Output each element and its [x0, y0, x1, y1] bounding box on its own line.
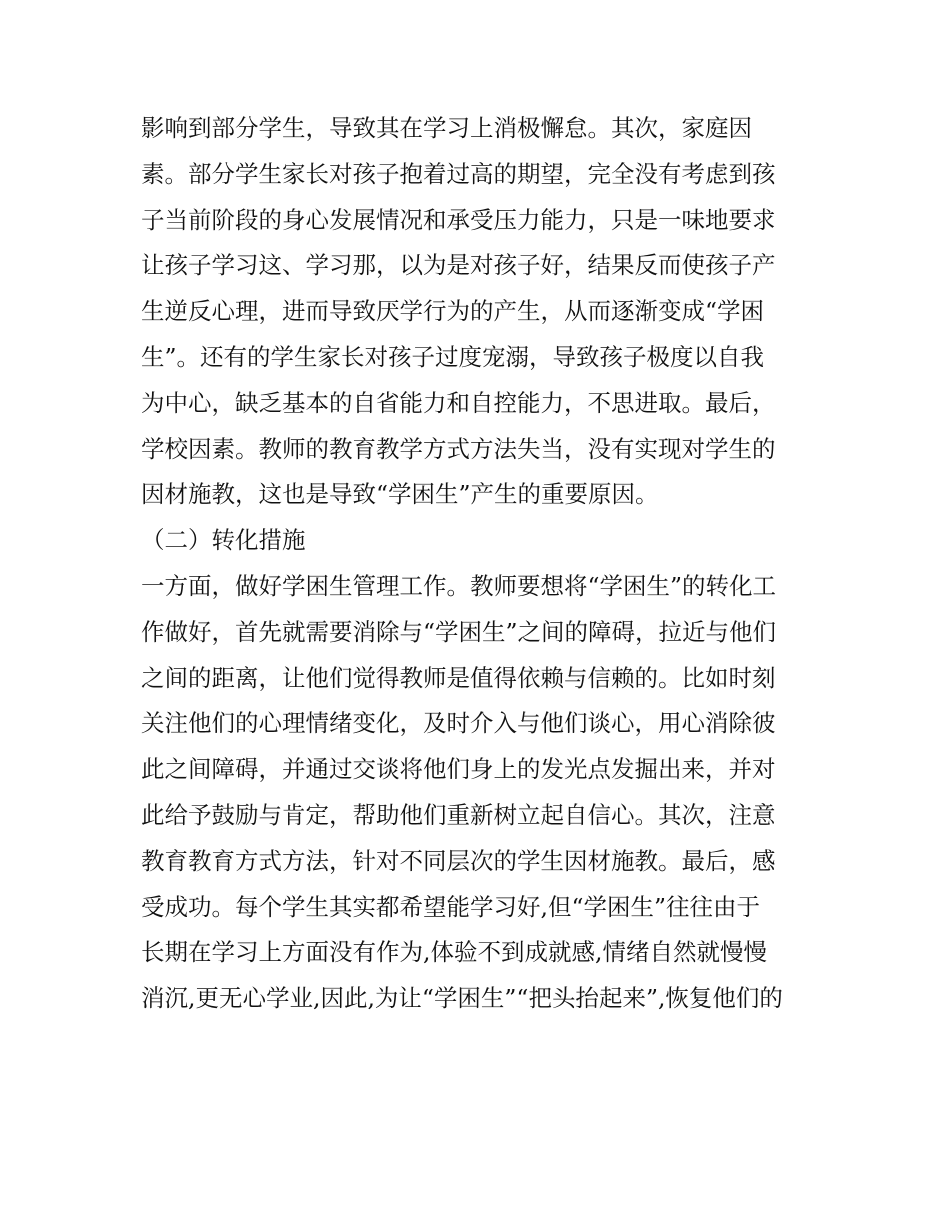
- text-line: 生”。还有的学生家长对孩子过度宠溺，导致孩子极度以自我: [141, 342, 765, 371]
- text-line: 之间的距离，让他们觉得教师是值得依赖与信赖的。比如时刻: [141, 663, 776, 692]
- text-line: 受成功。每个学生其实都希望能学习好,但“学困生”往往由于: [141, 892, 760, 921]
- text-line: 为中心，缺乏基本的自省能力和自控能力，不思进取。最后，: [141, 388, 776, 417]
- text-line: 此给予鼓励与肯定，帮助他们重新树立起自信心。其次，注意: [141, 800, 776, 829]
- text-line: 影响到部分学生，导致其在学习上消极懈怠。其次，家庭因: [141, 114, 752, 142]
- text-line: 子当前阶段的身心发展情况和承受压力能力，只是一味地要求: [141, 205, 776, 234]
- text-line: 素。部分学生家长对孩子抱着过高的期望，完全没有考虑到孩: [141, 159, 776, 188]
- text-line: 因材施教，这也是导致“学困生”产生的重要原因。: [141, 480, 659, 509]
- text-line: 作做好，首先就需要消除与“学困生”之间的障碍，拉近与他们: [141, 617, 777, 646]
- section-heading: （二）转化措施: [141, 526, 306, 555]
- text-line: 长期在学习上方面没有作为,体验不到成就感,情绪自然就慢慢: [141, 938, 767, 967]
- text-line: 让孩子学习这、学习那，以为是对孩子好，结果反而使孩子产: [141, 251, 776, 280]
- text-line: 消沉,更无心学业,因此,为让“学困生”“把头抬起来”,恢复他们的: [141, 984, 783, 1013]
- text-line: 一方面，做好学困生管理工作。教师要想将“学困生”的转化工: [141, 571, 777, 600]
- body-text: [141, 106, 821, 1022]
- text-line: 此之间障碍，并通过交谈将他们身上的发光点发掘出来，并对: [141, 755, 776, 784]
- text-line: 教育教育方式方法，针对不同层次的学生因材施教。最后，感: [141, 846, 776, 875]
- text-line: 学校因素。教师的教育教学方式方法失当，没有实现对学生的: [141, 434, 776, 463]
- text-line: 生逆反心理，进而导致厌学行为的产生，从而逐渐变成“学困: [141, 297, 765, 326]
- text-line: 关注他们的心理情绪变化，及时介入与他们谈心，用心消除彼: [141, 709, 776, 738]
